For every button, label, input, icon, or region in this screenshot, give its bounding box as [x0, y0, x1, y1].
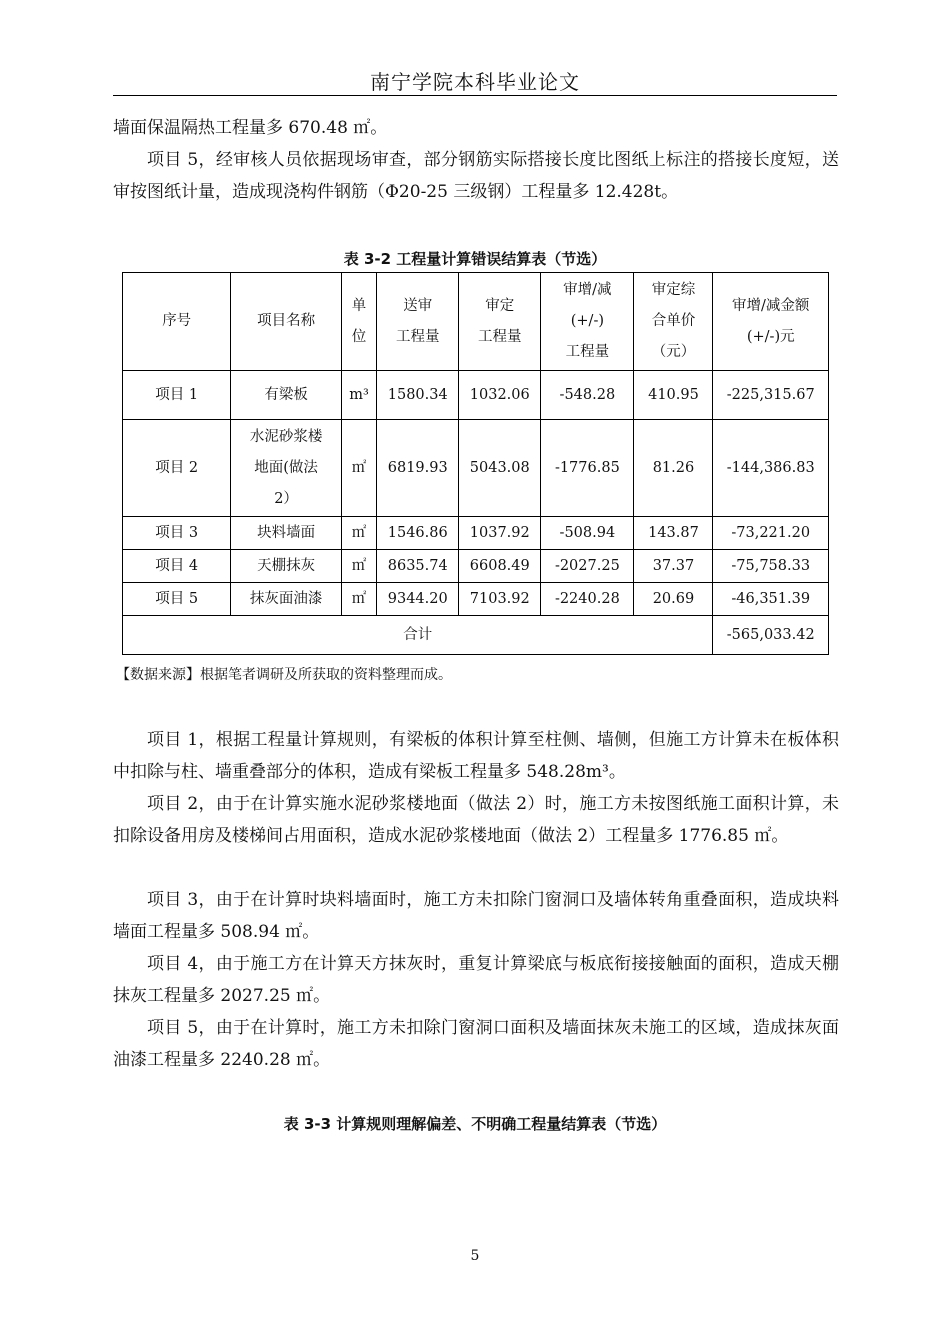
cell-no: 项目 2: [123, 420, 231, 517]
cell-price: 81.26: [634, 420, 713, 517]
cell-diff: -1776.85: [541, 420, 634, 517]
cell-name: 天棚抹灰: [231, 550, 341, 583]
cell-submitted: 6819.93: [377, 420, 459, 517]
cell-amount: -46,351.39: [713, 583, 829, 616]
cell-amount: -225,315.67: [713, 371, 829, 420]
cell-unit: ㎡: [341, 583, 376, 616]
cell-amount: -144,386.83: [713, 420, 829, 517]
cell-price: 37.37: [634, 550, 713, 583]
cell-unit: ㎡: [341, 550, 376, 583]
cell-name: 块料墙面: [231, 517, 341, 550]
header-item-name: 项目名称: [231, 273, 341, 371]
cell-no: 项目 3: [123, 517, 231, 550]
cell-submitted: 8635.74: [377, 550, 459, 583]
paragraph-project-2: 项目 2，由于在计算实施水泥砂浆楼地面（做法 2）时，施工方未按图纸施工面积计算，未扣除设备用房及楼梯间占用面积，造成水泥砂浆楼地面（做法 2）工程量多 1776.85 ㎡。: [113, 794, 839, 846]
cell-price: 20.69: [634, 583, 713, 616]
cell-diff: -508.94: [541, 517, 634, 550]
header-diff-qty: 审增/减 (+/-) 工程量: [541, 273, 634, 371]
cell-no: 项目 4: [123, 550, 231, 583]
cell-name: 有梁板: [231, 371, 341, 420]
page-header-title: 南宁学院本科毕业论文: [370, 70, 580, 94]
header-unit: 单 位: [341, 273, 376, 371]
data-source-note: 【数据来源】根据笔者调研及所获取的资料整理而成。: [116, 667, 452, 683]
table-row: [123, 550, 829, 583]
table-row: [123, 517, 829, 550]
paragraph-project-5: 项目 5，由于在计算时，施工方未扣除门窗洞口面积及墙面抹灰未施工的区域，造成抹灰面油漆工程量多 2240.28 ㎡。: [113, 1018, 839, 1070]
cell-diff: -2240.28: [541, 583, 634, 616]
header-divider: [113, 95, 837, 96]
cell-diff: -548.28: [541, 371, 634, 420]
cell-unit: ㎡: [341, 517, 376, 550]
cell-price: 143.87: [634, 517, 713, 550]
paragraph-project-4: 项目 4，由于施工方在计算天方抹灰时，重复计算梁底与板底衔接接触面的面积，造成天棚抹灰工程量多 2027.25 ㎡。: [113, 954, 839, 1006]
header-serial: 序号: [123, 273, 231, 371]
cell-total-amount: -565,033.42: [713, 616, 829, 655]
cell-unit: ㎡: [341, 420, 376, 517]
cell-name: 水泥砂浆楼 地面(做法 2）: [231, 420, 341, 517]
cell-submitted: 1580.34: [377, 371, 459, 420]
page-number: 5: [470, 1248, 480, 1264]
header-unit-price: 审定综 合单价 （元）: [634, 273, 713, 371]
cell-approved: 1032.06: [459, 371, 541, 420]
paragraph-project-5-rebar: 项目 5，经审核人员依据现场审查，部分钢筋实际搭接长度比图纸上标注的搭接长度短，送审按图纸计量，造成现浇构件钢筋（Φ20-25 三级钢）工程量多 12.428t。: [113, 150, 839, 202]
table-caption: 表 3-2 工程量计算错误结算表（节选）: [343, 250, 607, 268]
cell-unit: m³: [341, 371, 376, 420]
calculation-error-table: [122, 272, 829, 655]
cell-total-label: 合计: [123, 616, 713, 655]
cell-diff: -2027.25: [541, 550, 634, 583]
cell-name: 抹灰面油漆: [231, 583, 341, 616]
cell-approved: 1037.92: [459, 517, 541, 550]
cell-price: 410.95: [634, 371, 713, 420]
header-approved-qty: 审定 工程量: [459, 273, 541, 371]
table-row: [123, 583, 829, 616]
table-total-row: [123, 616, 829, 655]
table-row: [123, 371, 829, 420]
paragraph-continuation: 墙面保温隔热工程量多 670.48 ㎡。: [113, 118, 388, 138]
paragraph-project-1: 项目 1，根据工程量计算规则，有梁板的体积计算至柱侧、墙侧，但施工方计算未在板体积中扣除与柱、墙重叠部分的体积，造成有梁板工程量多 548.28m³。: [113, 730, 839, 782]
cell-approved: 7103.92: [459, 583, 541, 616]
cell-approved: 5043.08: [459, 420, 541, 517]
next-table-caption: 表 3-3 计算规则理解偏差、不明确工程量结算表（节选）: [283, 1115, 667, 1133]
cell-no: 项目 5: [123, 583, 231, 616]
cell-amount: -73,221.20: [713, 517, 829, 550]
header-submitted-qty: 送审 工程量: [377, 273, 459, 371]
table-header-row: [123, 273, 829, 371]
cell-submitted: 9344.20: [377, 583, 459, 616]
header-diff-amount: 审增/减金额 (+/-)元: [713, 273, 829, 371]
table-row: [123, 420, 829, 517]
cell-no: 项目 1: [123, 371, 231, 420]
cell-submitted: 1546.86: [377, 517, 459, 550]
cell-amount: -75,758.33: [713, 550, 829, 583]
paragraph-project-3: 项目 3，由于在计算时块料墙面时，施工方未扣除门窗洞口及墙体转角重叠面积，造成块料墙面工程量多 508.94 ㎡。: [113, 890, 839, 942]
cell-approved: 6608.49: [459, 550, 541, 583]
